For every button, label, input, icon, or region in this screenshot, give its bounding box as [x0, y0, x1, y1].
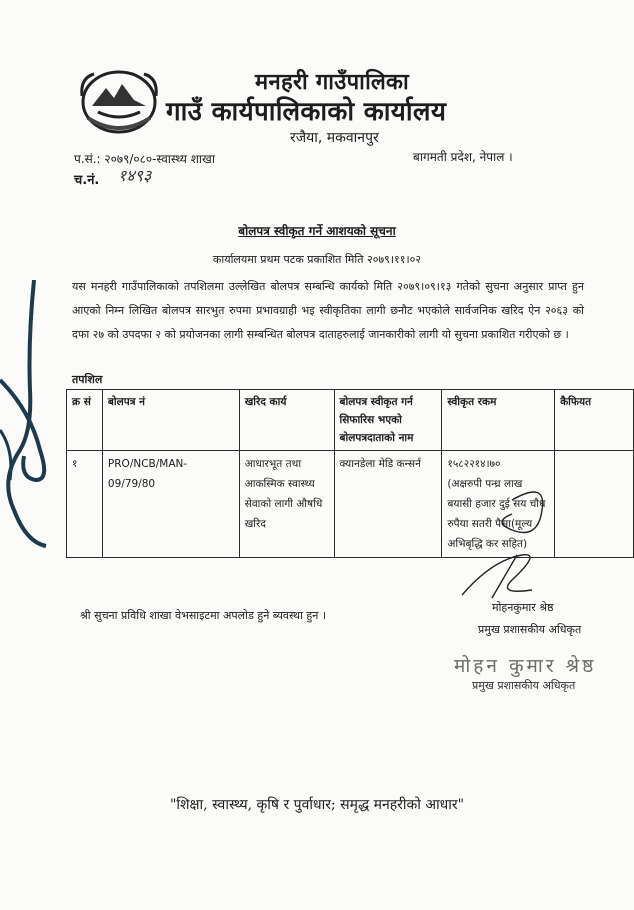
- upload-note: श्री सुचना प्रविधि शाखा वेभसाइटमा अपलोड हुने ब्यवस्था हुन ।: [80, 609, 327, 622]
- amount-words: (अक्षरुपी पन्ध्र लाख बयासी हजार दुई सय चौध रुपैया सतरी पैसा(मूल्य अभिबृद्धि कर सहित): [447, 478, 546, 550]
- publication-date: कार्यालयमा प्रथम पटक प्रकाशित मिति २०७९।११।०२: [212, 253, 422, 266]
- municipality-motto: "शिक्षा, स्वास्थ्य, कृषि र पुर्वाधार; समृद्ध मनहरीको आधार": [169, 797, 465, 813]
- province-label: बागमती प्रदेश, नेपाल ।: [413, 150, 513, 164]
- stamp-title: प्रमुख प्रशासकीय अधिकृत: [472, 679, 576, 692]
- signatory-title: प्रमुख प्रशासकीय अधिकृत: [478, 623, 582, 636]
- header-bidder: बोलपत्र स्वीकृत गर्न सिफारिस भएको बोलपत्रदाताको नाम: [334, 390, 442, 451]
- cell-bid-no: PRO/NCB/MAN-09/79/80: [102, 451, 239, 558]
- official-stamp: मोहन कुमार श्रेष्ठ: [454, 655, 597, 677]
- chalani-label: च.नं.: [74, 173, 100, 188]
- nepal-emblem-icon: [78, 66, 160, 136]
- header-remarks: कैफियत: [555, 390, 634, 451]
- cell-bidder: क्यानडेला मेडि कन्सर्न: [334, 451, 442, 558]
- reference-number: प.सं.: २०७९/०८०-स्वास्थ्य शाखा: [74, 152, 215, 166]
- cell-sn: १: [67, 451, 103, 558]
- table-label: तपशिल: [72, 373, 103, 386]
- header-amount: स्वीकृत रकम: [442, 390, 555, 451]
- cell-procurement: आधारभूत तथा आकस्मिक स्वास्थ्य सेवाको लागी औषधि खरिद: [239, 451, 334, 558]
- office-name: गाउँ कार्यपालिकाको कार्यालय: [166, 97, 447, 127]
- signatory-name: मोहनकुमार श्रेष्ठ: [492, 601, 554, 614]
- office-address: रजैया, मकवानपुर: [290, 130, 379, 146]
- chalani-number: १४९३: [118, 166, 152, 185]
- notice-body: यस मनहरी गाउँपालिकाको तपशिलमा उल्लेखित बोलपत्र सम्बन्धि कार्यको मिति २०७९।०९।१३ गतेको सुचना अनुसार प्राप्त हुन आएको निम्न लिखित बोलपत्र सारभुत रुपमा प्रभावग्राही भइ स्वीकृतिका लागी छनौट भएकोले सार्वजनिक खरिद ऐन २०६३ को दफा २७ को उपदफा २ को प्रयोजनका लागी सम्बन्धित बोलपत्र दाताहरुलाई जानकारीको लागी यो सुचना प्रकाशित गरीएको छ ।: [72, 280, 584, 341]
- table-header-row: [67, 390, 634, 451]
- binding-rope-icon: [0, 280, 70, 560]
- header-procurement: खरिद कार्य: [239, 390, 334, 451]
- header-sn: क्र सं: [67, 390, 103, 451]
- amount-value: १५८२२१४।७०: [447, 458, 501, 470]
- notice-title: बोलपत्र स्वीकृत गर्ने आशयको सूचना: [238, 224, 396, 238]
- signature-scribble: [452, 470, 592, 610]
- header-bid-no: बोलपत्र नं: [102, 390, 239, 451]
- municipality-name: मनहरी गाउँपालिका: [255, 70, 409, 95]
